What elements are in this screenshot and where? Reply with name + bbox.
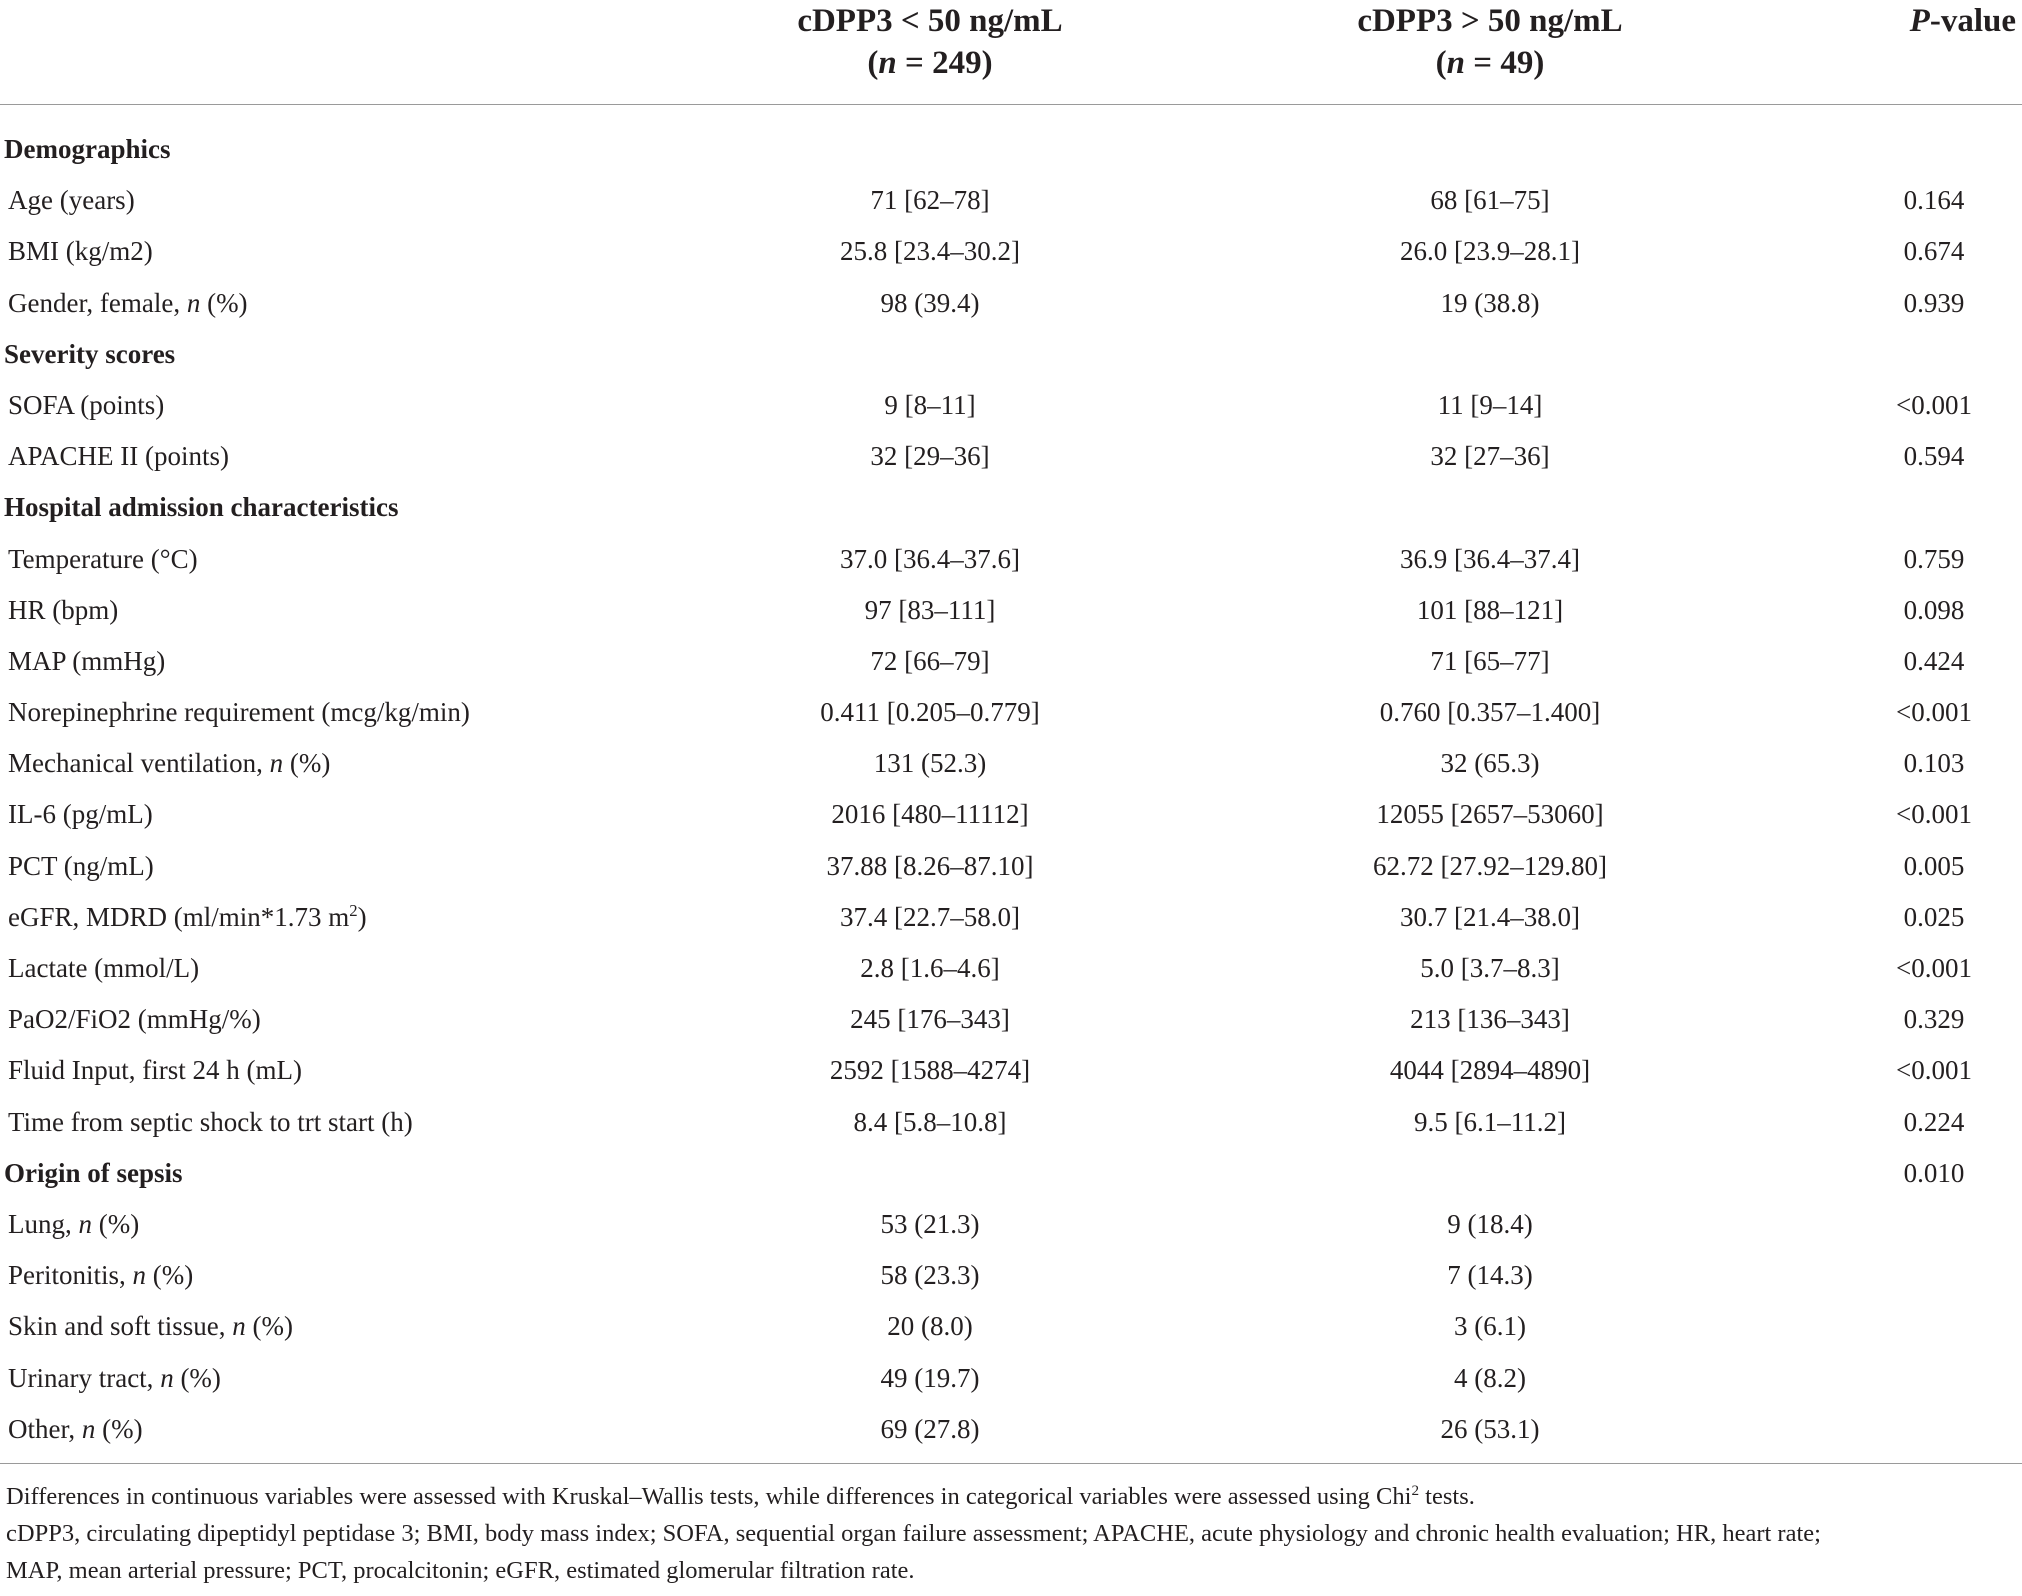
row-label-italic: n — [186, 287, 201, 318]
header-group-low-n: (n = 249) — [867, 45, 993, 81]
p-value: 0.098 — [1903, 594, 1965, 625]
p-value: 0.674 — [1903, 236, 1965, 267]
table-row — [0, 1301, 2022, 1352]
header-divider — [0, 104, 2022, 105]
row-label — [8, 1301, 293, 1352]
footnote-statistics-sup: 2 — [1411, 1481, 1420, 1499]
header-group-high-n: (n = 49) — [1435, 45, 1545, 81]
table-row — [0, 841, 2022, 892]
table-row — [0, 1250, 2022, 1301]
row-label-tail: (%) — [92, 1208, 140, 1239]
value-high-group: 4044 [2894–4890] — [1389, 1055, 1591, 1086]
value-high-group: 19 (38.8) — [1440, 287, 1540, 318]
value-high-group: 32 (65.3) — [1440, 748, 1540, 779]
row-label-text: Lactate (mmol/L) — [8, 953, 200, 983]
value-high-group: 3 (6.1) — [1454, 1311, 1526, 1342]
row-label-text: IL-6 (pg/mL) — [8, 799, 153, 830]
header-group-low-n-value: = 249) — [896, 45, 993, 81]
row-label-text: Mechanical ventilation, — [8, 748, 270, 779]
value-low-group: 37.4 [22.7–58.0] — [840, 901, 1020, 932]
p-value: 0.594 — [1903, 441, 1965, 472]
row-label — [8, 687, 470, 738]
row-label-tail: (%) — [95, 1413, 143, 1444]
value-high-group: 213 [136–343] — [1410, 1004, 1570, 1035]
value-low-group: 37.0 [36.4–37.6] — [840, 543, 1020, 574]
section-title: Hospital admission characteristics — [4, 492, 399, 523]
row-label-text: Gender, female, — [8, 287, 187, 318]
table-row — [0, 1097, 2022, 1148]
value-low-group: 69 (27.8) — [880, 1413, 980, 1444]
header-pvalue-suffix: -value — [1929, 3, 2016, 39]
row-label-italic: n — [160, 1362, 174, 1393]
header-group-high — [1320, 0, 1660, 84]
row-label-italic: n — [132, 1260, 147, 1291]
value-high-group: 4 (8.2) — [1454, 1362, 1526, 1393]
value-high-group: 26 (53.1) — [1440, 1413, 1540, 1444]
row-label-text: BMI (kg/m2) — [8, 236, 153, 267]
value-low-group: 2016 [480–11112] — [831, 799, 1029, 830]
table-row — [0, 994, 2022, 1045]
header-group-low — [760, 0, 1100, 84]
table-row — [0, 585, 2022, 636]
row-label — [8, 1404, 143, 1455]
row-label — [8, 226, 153, 277]
value-low-group: 72 [66–79] — [870, 645, 990, 676]
value-low-group: 97 [83–111] — [864, 594, 996, 625]
value-high-group: 0.760 [0.357–1.400] — [1379, 697, 1601, 728]
value-low-group: 131 (52.3) — [873, 748, 987, 779]
header-group-low-n-var: n — [878, 45, 897, 81]
p-value: 0.424 — [1903, 645, 1965, 676]
row-label — [8, 841, 154, 892]
p-value: 0.103 — [1903, 748, 1965, 779]
value-high-group: 32 [27–36] — [1430, 441, 1550, 472]
row-label — [8, 892, 367, 943]
p-value: 0.005 — [1903, 850, 1965, 881]
value-low-group: 2.8 [1.6–4.6] — [860, 953, 1000, 983]
row-label — [8, 994, 261, 1045]
row-label-text: Age (years) — [8, 185, 135, 216]
value-low-group: 32 [29–36] — [870, 441, 990, 472]
value-low-group: 20 (8.0) — [887, 1311, 973, 1342]
row-label — [8, 636, 165, 687]
row-label-text: eGFR, MDRD (ml/min*1.73 m — [8, 901, 350, 932]
value-low-group: 58 (23.3) — [880, 1260, 980, 1291]
row-label-text: Skin and soft tissue, — [8, 1311, 233, 1342]
table-row — [0, 892, 2022, 943]
value-high-group: 26.0 [23.9–28.1] — [1400, 236, 1580, 267]
table-row — [0, 534, 2022, 585]
row-label-text: Fluid Input, first 24 h (mL) — [8, 1055, 302, 1086]
value-low-group: 49 (19.7) — [880, 1362, 980, 1393]
row-label — [8, 789, 153, 840]
value-low-group: 53 (21.3) — [880, 1208, 980, 1239]
value-high-group: 5.0 [3.7–8.3] — [1420, 953, 1560, 983]
row-label-text: SOFA (points) — [8, 389, 165, 420]
row-label — [8, 278, 248, 329]
table-row — [0, 431, 2022, 482]
p-value: <0.001 — [1896, 1055, 1972, 1086]
table-row — [0, 175, 2022, 226]
table-body — [0, 124, 2022, 1455]
table-row — [0, 226, 2022, 277]
value-high-group: 7 (14.3) — [1447, 1260, 1533, 1291]
table-row — [0, 1045, 2022, 1096]
row-label-tail: (%) — [245, 1311, 293, 1342]
table-row — [0, 1353, 2022, 1404]
p-value: <0.001 — [1896, 799, 1972, 830]
row-label-tail: (%) — [146, 1260, 194, 1291]
value-high-group: 71 [65–77] — [1430, 645, 1550, 676]
footer-divider — [0, 1463, 2022, 1464]
row-label — [8, 738, 330, 789]
value-high-group: 68 [61–75] — [1430, 185, 1550, 216]
value-low-group: 8.4 [5.8–10.8] — [853, 1106, 1007, 1137]
row-label-text: PCT (ng/mL) — [8, 850, 154, 881]
section-row — [0, 1148, 2022, 1199]
row-label-text: Time from septic shock to trt start (h) — [8, 1106, 413, 1137]
table-row — [0, 1404, 2022, 1455]
table-header — [0, 0, 2022, 105]
row-label-italic: n — [232, 1311, 246, 1342]
header-pvalue-var: P — [1909, 3, 1930, 39]
value-low-group: 25.8 [23.4–30.2] — [840, 236, 1020, 267]
value-low-group: 245 [176–343] — [850, 1004, 1010, 1035]
table-row — [0, 380, 2022, 431]
p-value: 0.329 — [1903, 1004, 1965, 1035]
row-label — [8, 431, 229, 482]
section-title: Severity scores — [4, 338, 176, 369]
p-value: <0.001 — [1896, 697, 1972, 728]
row-label-italic: n — [78, 1208, 92, 1239]
value-low-group: 0.411 [0.205–0.779] — [820, 697, 1040, 728]
row-label-text: Peritonitis, — [8, 1260, 133, 1291]
p-value: <0.001 — [1896, 953, 1972, 983]
row-label-text: MAP (mmHg) — [8, 645, 166, 676]
p-value: <0.001 — [1896, 389, 1972, 420]
value-high-group: 9 (18.4) — [1447, 1208, 1533, 1239]
row-label — [8, 1250, 193, 1301]
table-row — [0, 789, 2022, 840]
p-value: 0.025 — [1903, 901, 1965, 932]
value-low-group: 9 [8–11] — [884, 389, 976, 420]
footnote-abbreviations-2: MAP, mean arterial pressure; PCT, procalcitonin; eGFR, estimated glomerular filtration rate. — [6, 1557, 915, 1584]
row-label-tail: (%) — [283, 748, 331, 779]
value-high-group: 12055 [2657–53060] — [1376, 799, 1604, 830]
p-value: 0.939 — [1903, 287, 1965, 318]
header-group-low-title: cDPP3 < 50 ng/mL — [797, 3, 1063, 39]
value-low-group: 98 (39.4) — [880, 287, 980, 318]
value-high-group: 30.7 [21.4–38.0] — [1400, 901, 1580, 932]
row-label-text: Urinary tract, — [8, 1362, 161, 1393]
row-label — [8, 1353, 221, 1404]
row-label — [8, 1199, 139, 1250]
row-label-text: Lung, — [8, 1208, 79, 1239]
section-row — [0, 124, 2022, 175]
table-row — [0, 278, 2022, 329]
section-row — [0, 482, 2022, 533]
section-row — [0, 329, 2022, 380]
p-value: 0.759 — [1903, 543, 1965, 574]
footnote-statistics-text: Differences in continuous variables were assessed with Kruskal–Wallis tests, while differences in categorical variables were assessed using Chi — [6, 1483, 1412, 1510]
row-label-text: Other, — [8, 1413, 82, 1444]
row-label — [8, 175, 135, 226]
row-label-superscript: 2 — [349, 900, 358, 920]
row-label-tail: (%) — [200, 287, 248, 318]
row-label — [8, 534, 198, 585]
header-group-high-n-value: = 49) — [1465, 45, 1545, 81]
p-value: 0.164 — [1903, 185, 1965, 216]
row-label — [8, 1045, 302, 1096]
section-p-value: 0.010 — [1903, 1157, 1965, 1188]
row-label-tail: (%) — [173, 1362, 221, 1393]
row-label-text: Norepinephrine requirement (mcg/kg/min) — [8, 697, 470, 728]
table-row — [0, 1199, 2022, 1250]
row-label — [8, 585, 118, 636]
value-low-group: 71 [62–78] — [870, 185, 990, 216]
value-high-group: 62.72 [27.92–129.80] — [1373, 850, 1607, 881]
header-pvalue — [1870, 0, 2022, 42]
row-label — [8, 943, 199, 994]
table-footnotes — [6, 1478, 2006, 1589]
row-label-text: HR (bpm) — [8, 594, 119, 625]
value-low-group: 37.88 [8.26–87.10] — [826, 850, 1034, 881]
section-title: Origin of sepsis — [4, 1157, 183, 1188]
row-label-text: PaO2/FiO2 (mmHg/%) — [8, 1004, 261, 1035]
value-high-group: 101 [88–121] — [1416, 594, 1564, 625]
value-high-group: 9.5 [6.1–11.2] — [1414, 1106, 1566, 1137]
value-high-group: 11 [9–14] — [1437, 389, 1543, 420]
table-row — [0, 636, 2022, 687]
row-label — [8, 380, 164, 431]
table-row — [0, 687, 2022, 738]
section-title: Demographics — [4, 134, 171, 164]
table-row — [0, 738, 2022, 789]
footnote-abbreviations-1: cDPP3, circulating dipeptidyl peptidase 3; BMI, body mass index; SOFA, sequential organ failure assessment; APACHE, acute physiology and chronic health evaluation; HR, heart rate; — [6, 1520, 1821, 1547]
footnote-statistics-tail: tests. — [1419, 1483, 1475, 1510]
header-group-high-title: cDPP3 > 50 ng/mL — [1357, 3, 1623, 39]
header-pvalue-label — [1870, 0, 2022, 42]
row-label-text: APACHE II (points) — [8, 441, 230, 472]
value-high-group: 36.9 [36.4–37.4] — [1400, 543, 1580, 574]
row-label-italic: n — [81, 1413, 96, 1444]
footnote-statistics — [6, 1478, 2006, 1515]
p-value: 0.224 — [1903, 1106, 1965, 1137]
table-row — [0, 943, 2022, 994]
header-group-high-n-var: n — [1446, 45, 1466, 81]
row-label — [8, 1097, 413, 1148]
row-label-text: Temperature (°C) — [8, 543, 198, 574]
row-label-italic: n — [269, 748, 284, 779]
row-label-tail: ) — [357, 901, 367, 932]
value-low-group: 2592 [1588–4274] — [829, 1055, 1031, 1086]
